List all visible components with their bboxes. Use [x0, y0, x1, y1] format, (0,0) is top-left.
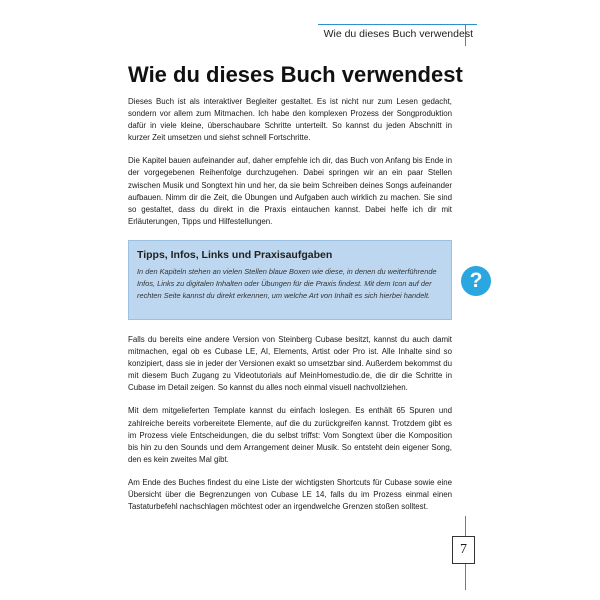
closing-section [128, 334, 452, 524]
info-box-title: Tipps, Infos, Links und Praxisaufgaben [137, 249, 333, 261]
running-title: Wie du dieses Buch verwendest [323, 28, 473, 40]
paragraph: Dieses Buch ist als interaktiver Begleiter gestaltet. Es ist nicht nur zum Lesen gedacht, sondern vor allem zum Mitmachen. Ich habe den komplexen Prozess der Songproduktion dafür in viele kleine, überschaubare Schritte unterteilt. So kannst du jeden Abschnitt in kurzer Zeit umsetzen und siehst schnell Fortschritte. [128, 97, 452, 143]
intro-section [128, 96, 452, 239]
paragraph: Am Ende des Buches findest du eine Liste der wichtigsten Shortcuts für Cubase sowie eine Übersicht über die Begrenzungen von Cubase LE 14, falls du im Prozess einmal einen Tastaturbefehl nachschlagen möchtest oder an irgendwelche Grenzen stoßen solltest. [128, 477, 452, 512]
page-title: Wie du dieses Buch verwendest [128, 62, 463, 87]
page-number-rule-bottom [465, 564, 466, 590]
paragraph: Falls du bereits eine andere Version von Steinberg Cubase besitzt, kannst du auch damit mitmachen, egal ob es Cubase LE, AI, Elements, Artist oder Pro ist. Alle Inhalte sind so konzipiert, dass sie in jeder der Versionen exakt so umsetzbar sind. Außerdem bekommst du mit diesem Buch Zugang zu Videotutorials auf MeinHomestudio.de, die dir die Schritte in Cubase im Detail zeigen. So kannst du alles noch einmal visuell nachvollziehen. [128, 335, 452, 393]
paragraph: Mit dem mitgelieferten Template kannst du einfach loslegen. Es enthält 65 Spuren und zahlreiche bereits vorbereitete Elemente, auf die du zurückgreifen kannst. Trotzdem gibt es im Prozess viele Entscheidungen, die du selbst triffst: Vom Songtext über die Komposition bis hin zu den Sounds und dem Arrangement deiner Musik. So entsteht dein eigener Song, den es kein zweites Mal gibt. [128, 406, 452, 464]
info-box-text: In den Kapiteln stehen an vielen Stellen blaue Boxen wie diese, in denen du weiterführende Infos, Links zu digitalen Inhalten oder Übungen für die Praxis findest. Mit dem Icon auf der rechten Seite kannst du direkt erkennen, um welche Art von Inhalt es sich hierbei handelt. [137, 267, 437, 300]
question-mark-icon: ? [461, 266, 491, 296]
header-rule [318, 24, 477, 25]
page-number: 7 [452, 536, 475, 564]
info-box [128, 240, 452, 320]
page-number-rule-top [465, 516, 466, 536]
paragraph: Die Kapitel bauen aufeinander auf, daher empfehle ich dir, das Buch von Anfang bis Ende in der vorgegebenen Reihenfolge durchzugehen. Dabei springen wir an ein paar Stellen zwischen Musik und Songtext hin und her, da sie beim Schreiben deines Songs aufeinander aufbauen. Nimm dir die Zeit, die Übungen und Aufgaben auch wirklich zu machen. Sie sind so gestaltet, dass du direkt in die Praxis eintauchen kannst. Dabei helfe ich dir mit Erläuterungen, Tipps und Hilfestellungen. [128, 156, 452, 226]
